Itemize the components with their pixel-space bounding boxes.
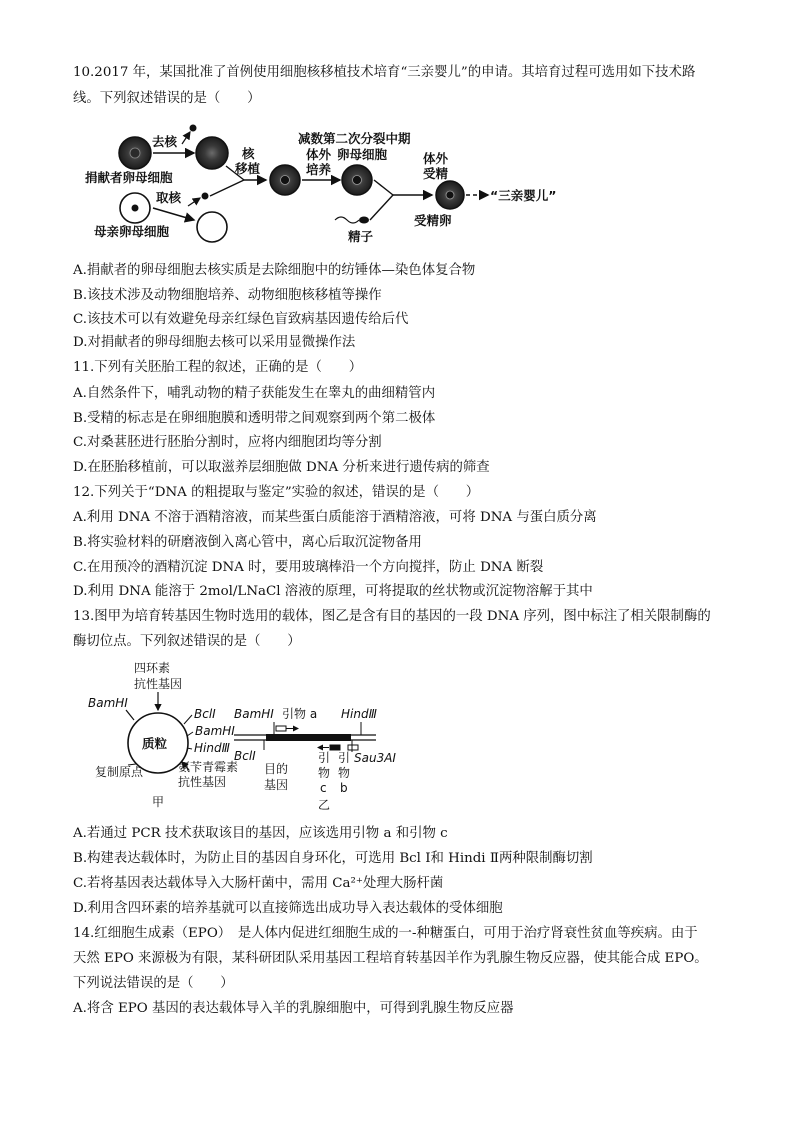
q13-figure [86,660,426,820]
q10-stem-line1: 10.2017 年，某国批准了首例使用细胞核移植技术培育“三亲婴儿”的申请。其培育过程可选用如下技术路 [73,65,696,80]
sperm-label: 精子 [348,229,374,244]
q12-option-a[interactable]: A.利用 DNA 不溶于酒精溶液，而某些蛋白质能溶于酒精溶液，可将 DNA 与蛋白质分离 [73,510,597,525]
primer-a-shape [276,726,286,731]
primer-b-3: b [340,781,348,795]
primer-c-1: 引 [318,751,331,765]
enucleated-oocyte-cell [196,137,228,169]
q10-option-c[interactable]: C.该技术可以有效避免母亲红绿色盲致病基因遗传给后代 [73,312,409,327]
bamhi2-label: BamHⅠ [195,724,235,738]
q10-stem-line2: 线。下列叙述错误的是（ ） [73,91,261,106]
q14-stem-line2: 天然 EPO 来源极为有限，某科研团队采用基因工程培育转基因羊作为乳腺生物反应器，使其能合成 EPO。 [73,951,708,966]
culture-label-2: 培养 [306,162,332,177]
fert-label-2: 受精 [423,166,449,181]
q13-stem-line2: 酶切位点。下列叙述错误的是（ ） [73,634,301,649]
meiosis-label: 减数第二次分裂中期 [298,131,411,146]
q10-option-a[interactable]: A.捐献者的卵母细胞去核实质是去除细胞中的纺锤体—染色体复合物 [73,263,476,278]
bcli-label: BclⅠ [194,707,216,721]
plasmid-label: 质粒 [142,736,168,751]
target-label-1: 目的 [264,762,289,776]
q12-stem: 12.下列关于“DNA 的粗提取与鉴定”实验的叙述，错误的是（ ） [73,485,480,500]
q10-figure [80,120,600,250]
q12-option-b[interactable]: B.将实验材料的研磨液倒入离心管中，离心后取沉淀物备用 [73,535,422,550]
nt-label-1: 核 [242,146,255,161]
q14-option-a[interactable]: A.将含 EPO 基因的表达载体导入羊的乳腺细胞中，可得到乳腺生物反应器 [73,1001,514,1016]
label-yi: 乙 [318,798,331,812]
q14-stem-line3: 下列说法错误的是（ ） [73,976,234,991]
nt-label-2: 移植 [235,161,261,176]
q11-stem: 11.下列有关胚胎工程的叙述，正确的是（ ） [73,360,363,375]
primer-c-shape [330,745,340,750]
target-gene-bar [266,734,351,741]
tet-label-2: 抗性基因 [134,677,183,691]
bamhi3-label: BamHⅠ [234,707,274,721]
ori-label: 复制原点 [95,765,144,779]
primer-b-1: 引 [338,751,351,765]
bamhi-label: BamHⅠ [88,696,128,710]
sperm-shape [359,217,369,224]
q12-option-d[interactable]: D.利用 DNA 能溶于 2mol/LNaCl 溶液的原理，可将提取的丝状物或沉淀物溶解于其中 [73,584,593,599]
q12-option-c[interactable]: C.在用预冷的酒精沉淀 DNA 时，要用玻璃棒沿一个方向搅拌，防止 DNA 断裂 [73,560,544,575]
target-label-2: 基因 [264,778,289,792]
mother-oocyte-label: 母亲卵母细胞 [94,224,170,239]
q13-option-c[interactable]: C.若将基因表达载体导入大肠杆菌中，需用 Ca²⁺处理大肠杆菌 [73,876,444,891]
q13-stem-line1: 13.图甲为培育转基因生物时选用的载体，图乙是含有目的基因的一段 DNA 序列，图中标注了相关限制酶的 [73,609,711,624]
q10-option-b[interactable]: B.该技术涉及动物细胞培养、动物细胞核移植等操作 [73,288,382,303]
q13-option-b[interactable]: B.构建表达载体时，为防止目的基因自身环化，可选用 Bcl Ⅰ和 Hindi Ⅱ两种限制酶切割 [73,851,593,866]
primer-b-shape [348,745,358,750]
result-label: “三亲婴儿” [490,188,557,203]
q13-option-d[interactable]: D.利用含四环素的培养基就可以直接筛选出成功导入表达载体的受体细胞 [73,901,503,916]
fert-label-1: 体外 [423,151,449,166]
q14-stem-line1: 14.红细胞生成素（EPO） 是人体内促进红细胞生成的一-种糖蛋白，可用于治疗肾衰性贫血等疾病。由于 [73,926,698,941]
q11-option-a[interactable]: A.自然条件下，哺乳动物的精子获能发生在睾丸的曲细精管内 [73,386,436,401]
primer-a-label: 引物 a [282,707,318,721]
q11-option-c[interactable]: C.对桑葚胚进行胚胎分割时，应将内细胞团均等分割 [73,435,382,450]
oocyte-label: 卵母细胞 [337,147,388,162]
tet-label-1: 四环素 [134,661,171,675]
q13-option-a[interactable]: A.若通过 PCR 技术获取该目的基因，应该选用引物 a 和引物 c [73,826,448,841]
donor-oocyte-label: 捐献者卵母细胞 [85,170,173,185]
primer-c-2: 物 [318,766,331,780]
amp-label-2: 抗性基因 [178,775,227,789]
culture-label-1: 体外 [306,147,332,162]
hindiii-label: HindⅢ [194,741,230,755]
amp-label-1: 氨苄青霉素 [178,760,239,774]
nucleus-free-cell [197,212,227,242]
label-jia: 甲 [152,795,165,809]
sau3ai-label: Sau3AⅠ [354,751,396,765]
q11-option-b[interactable]: B.受精的标志是在卵细胞膜和透明带之间观察到两个第二极体 [73,411,436,426]
primer-b-2: 物 [338,766,351,780]
enucleate-label: 去核 [152,134,178,149]
bcli2-label: BclⅠ [234,749,256,763]
zygote-label: 受精卵 [414,213,452,228]
q10-option-d[interactable]: D.对捐献者的卵母细胞去核可以采用显微操作法 [73,335,356,350]
primer-c-3: c [320,781,327,795]
hindiii2-label: HindⅢ [341,707,377,721]
take-nucleus-label: 取核 [156,190,182,205]
q11-option-d[interactable]: D.在胚胎移植前，可以取滋养层细胞做 DNA 分析来进行遗传病的筛查 [73,460,490,475]
